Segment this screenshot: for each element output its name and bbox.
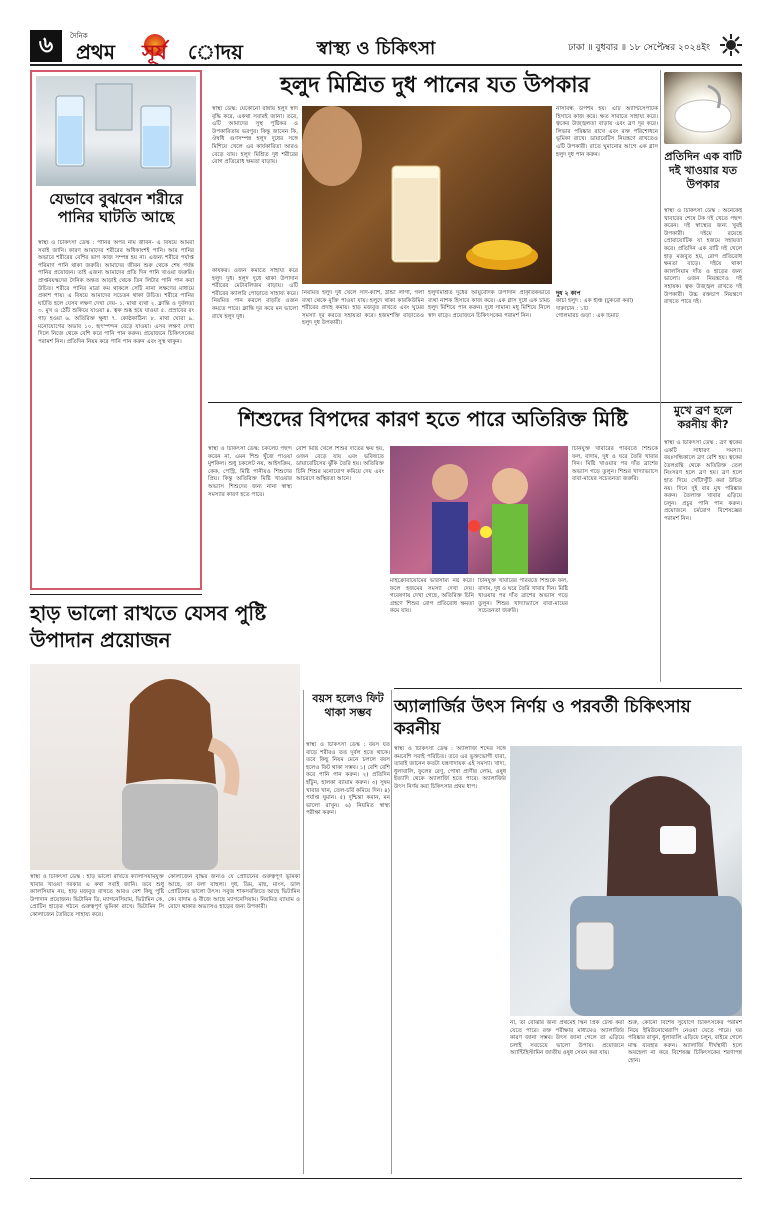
recipe-line: গোলমরিচ গুঁড়া : এক চিমটি — [556, 313, 619, 320]
sweets-col4: চিনিযুক্ত খাবারের পরিবর্তে শিশুকে ফল, বাদাম, দুধ ও ঘরে তৈরি খাবার দিন। মিষ্টি খাওয়ার পর দাঁত ব্রাশের অভ্যাস গড়ে তুলুন। শিশুর খাদ্যাভ্যাসে বাবা-মায়ের সচেতনতা জরুরি। — [478, 578, 568, 615]
page-number: ৬ — [30, 30, 62, 62]
bottom-rule — [30, 1178, 742, 1179]
yogurt-bowl-photo — [664, 72, 742, 144]
sweets-col1: স্বাস্থ্য ও চিকিৎসা ডেস্ক: চকলেট পছন্দ করেন না, এমন শিশু খুঁজে পাওয়া মুশকিল। শুধু চকলেট নয়, আইসক্রিম, কেক, পেস্ট্রি, মিষ্টি পানীয়ও শিশুদের প্রিয়। কিন্তু অতিরিক্ত মিষ্টি খাওয়ার অভ্যাস শিশুদের জন্য নানা স্বাস্থ্য সমস্যার কারণ হতে পারে। — [208, 446, 292, 498]
acne-headline: মুখে ব্রণ হলে করনীয় কী? — [673, 404, 733, 431]
column-rule — [391, 690, 392, 1174]
turmeric-milk-photo — [302, 106, 552, 284]
woman-sneezing-photo — [510, 746, 742, 1016]
fit-body: স্বাস্থ্য ও চিকিৎসা ডেস্ক : বয়স যত বাড়ে শরীরও তত দুর্বল হতে থাকে। তবে কিছু নিয়ম মেনে চললে বয়স হলেও ফিট থাকা সম্ভব। ১) বেশি বেশি করে পানি পান করুন। ২) প্রতিদিন হাঁটুন, হালকা ব্যায়াম করুন। ৩) সুষম খাবার খান, তেল-চর্বি কমিয়ে দিন। ৪) পর্যাপ্ত ঘুমান। ৫) দুশ্চিন্তা কমান, মন ভালো রাখুন। ৬) নিয়মিত স্বাস্থ্য পরীক্ষা করুন। — [306, 742, 390, 817]
section-title: স্বাস্থ্য ও চিকিৎসা — [316, 38, 436, 59]
sweets-headline: শিশুদের বিপদের কারণ হতে পারে অতিরিক্ত মিষ্টি — [238, 407, 628, 431]
divider — [394, 688, 742, 689]
woman-neck-pain-photo — [30, 664, 300, 870]
water-glasses-photo — [36, 76, 196, 186]
divider — [208, 402, 742, 403]
yogurt-body: স্বাস্থ্য ও চিকিৎসা ডেস্ক : অনেকেই খাবারের শেষে টক দই খেতে পছন্দ করেন। দই স্বাস্থ্যের জন্য খুবই উপকারী। দইয়ে রয়েছে প্রোবায়োটিক যা হজমে সহায়তা করে। প্রতিদিন এক বাটি দই খেলে হাড় মজবুত হয়, রোগ প্রতিরোধ ক্ষমতা বাড়ে। দইয়ে থাকা ক্যালসিয়াম দাঁত ও হাড়ের জন্য ভালো। ওজন নিয়ন্ত্রণেও দই সহায়ক। ত্বক উজ্জ্বল রাখতে দই উপকারী। উচ্চ রক্তচাপ নিয়ন্ত্রণে রাখতে পারে দই। — [664, 208, 742, 306]
logo-text-left: প্রথম — [76, 40, 115, 64]
column-rule — [303, 690, 304, 1174]
sweets-col2: বেশি মিষ্টি খেলে শিশুর দাঁতের ক্ষয় হয়, ওজন বেড়ে যায় এবং ভবিষ্যতে ডায়াবেটিসের ঝুঁকি তৈরি হয়। অতিরিক্ত চিনি শিশুর মনোযোগ কমিয়ে দেয় এবং আচরণে অস্থিরতা আনে। — [296, 446, 384, 483]
allergy-headline: অ্যালার্জির উৎস নির্ণয় ও পরবর্তী চিকিৎসায় করনীয় — [394, 697, 691, 739]
bones-headline: হাড় ভালো রাখতে যেসব পুষ্টি উপাদান প্রয়োজন — [30, 601, 267, 652]
masthead — [30, 30, 742, 62]
water-story-box — [30, 70, 202, 590]
yogurt-headline: প্রতিদিন এক বাটি দই খাওয়ার যত উপকার — [664, 150, 742, 191]
turmeric-col2: নিয়মিত হলুদ দুধ খেলে সর্দি-কাশি, ঠান্ডা লাগা, গলা ব্যথা থেকে মুক্তি পাওয়া যায়। হলুদে থাকা কারকিউমিন শরীরের প্রদাহ কমায়। হাড় মজবুত রাখতে এবং ঘুমের সমস্যা দূর করতে সহায়তা করে। হজমশক্তি বাড়াতেও হলুদ দুধ উপকারী। — [302, 290, 424, 327]
newspaper-logo — [70, 30, 250, 62]
fit-headline: বয়স হলেও ফিট থাকা সম্ভব — [312, 692, 384, 719]
dateline: ঢাকা ॥ বুধবার ॥ ১৮ সেপ্টেম্বর ২০২৪ইং — [568, 43, 710, 53]
recipe-title: দুধ ২ কাপ — [556, 290, 581, 297]
recipe-line: দারুচিনি : ১টি — [556, 305, 589, 312]
recipe-box — [556, 290, 658, 398]
bones-col1: স্বাস্থ্য ও চিকিৎসা ডেস্ক : হাড় ভালো রাখতে ক্যালসিয়ামযুক্ত খাবার খাওয়া দরকার এ কথা সবাই জানি। তবে শুধু ক্যালসিয়াম নয়, হাড় মজবুত রাখতে আরও বেশ কিছু পুষ্টি উপাদান প্রয়োজন। ভিটামিন ডি, ম্যাগনেসিয়াম, ভিটামিন কে, প্রোটিন হাড়ের গঠনে গুরুত্বপূর্ণ ভূমিকা রাখে। ভিটামিন সি কোলাজেন তৈরিতে সাহায্য করে। — [30, 874, 164, 918]
recipe-line: কাঁচা হলুদ : এক ইঞ্চি (টুকরো করা) — [556, 298, 634, 304]
turmeric-headline: হলুদ মিশ্রিত দুধ পানের যত উপকার — [280, 73, 590, 98]
sweets-col3: মাইক্রোবায়োমের ভারসাম্য নষ্ট করে। ফলে হজমের সমস্যা দেখা দেয়। গবেষণায় দেখা গেছে, অতিরিক্ত চিনি গ্রহণে শিশুর রোগ প্রতিরোধ ক্ষমতা কমে যায়। — [390, 578, 474, 615]
water-body: স্বাস্থ্য ও চিকিৎসা ডেস্ক : পানির অপর নাম জীবন- এ বিষয়ে আমরা সবাই জানি। কারণ আমাদের শরীরের অধিকাংশই পানি। আর পানির অভাবে শরীরের বেশির ভাগ কাজ সম্পন্ন হয় না। এজন্য শরীরে পর্যাপ্ত পরিমাণ পানি থাকা জরুরি। আমাদের জীবন শুরু থেকে শেষ পর্যন্ত পানির প্রয়োজন। তাই এজন্য আমাদের প্রতি দিন পানি খাওয়া জরুরি। প্রাপ্তবয়স্কদের দৈনিক অন্তত আড়াই থেকে তিন লিটার পানি পান করা উচিত। শরীরে পানির মাত্রা কম থাকলে সেটি নানা লক্ষণের মাধ্যমে প্রকাশ পায়। এ বিষয়ে আমাদের সচেতন থাকা উচিত। শরীরে পানির ঘাটতি হলে যেসব লক্ষণ দেখা দেয়- ১. মাথা ব্যথা ২. ক্লান্তি ও দুর্বলতা ৩. মুখ ও ঠোঁট শুকিয়ে যাওয়া ৪. ত্বক শুষ্ক হয়ে যাওয়া ৫. প্রস্রাবের রং গাঢ় হওয়া ৬. অতিরিক্ত ক্ষুধা ৭. কোষ্ঠকাঠিন্য ৮. মাথা ঘোরা ৯. মনোযোগের অভাব ১০. হৃৎস্পন্দন বেড়ে যাওয়া। এসব লক্ষণ দেখা দিলে নিজে থেকে বেশি করে পানি পান করুন। প্রয়োজনে চিকিৎসকের পরামর্শ নিন। প্রতিদিন নিয়ম করে পানি পান করুন এবং সুস্থ থাকুন। — [38, 240, 194, 345]
allergy-col1: স্বাস্থ্য ও চিকিৎসা ডেস্ক : অ্যালার্জি শব্দের সঙ্গে কমবেশি সবাই পরিচিত। তবে এর ভুক্তভোগী যারা, তারাই জানেন কতটা যন্ত্রণাদায়ক এই সমস্যা। খাদ্য, ধুলাবালি, ফুলের রেণু, পোষা প্রাণীর লোম, ওষুধ ইত্যাদি থেকে অ্যালার্জি হতে পারে। অ্যালার্জির উৎস নির্ণয় করা চিকিৎসার প্রথম ধাপ। — [394, 746, 506, 790]
acne-body: স্বাস্থ্য ও চিকিৎসা ডেস্ক : ব্রণ ত্বকের একটি সাধারণ সমস্যা। বয়ঃসন্ধিকালে ব্রণ বেশি হয়। ত্বকের তৈলগ্রন্থি থেকে অতিরিক্ত তেল নিঃসরণ হলে ব্রণ হয়। ব্রণ হলে হাত দিয়ে খোঁটাখুঁটি করা উচিত নয়। দিনে দুই বার মুখ পরিষ্কার করুন। তৈলাক্ত খাবার এড়িয়ে চলুন। প্রচুর পানি পান করুন। প্রয়োজনে চর্মরোগ বিশেষজ্ঞের পরামর্শ নিন। — [664, 440, 742, 522]
masthead-rule — [30, 64, 742, 66]
divider — [30, 594, 202, 595]
turmeric-col3: নাসাবন্ধ উপশম হয়। এটি অ্যান্টিসেপটিক হিসাবে কাজ করে। ক্ষত সারাতে সাহায্য করে। ত্বকের উজ্জ্বলতা বাড়ায় এবং ব্রণ দূর করে। লিভার পরিষ্কার রাখে এবং রক্ত পরিশোধনে ভূমিকা রাখে। ডায়াবেটিস নিয়ন্ত্রণে রাখতেও এটি উপকারী। রাতে ঘুমানোর আগে এক গ্লাস হলুদ দুধ পান করুন। — [556, 106, 658, 158]
column-rule — [660, 70, 661, 682]
logo-small-text: দৈনিক — [70, 32, 88, 40]
ornament-icon — [720, 34, 742, 56]
turmeric-col5: হলুদমিশ্রিত দুধের আয়ুর্বেদিক উপাদান প্রাকৃতিকভাবে ব্যথা নাশক হিসাবে কাজ করে। এক গ্লাস দুধে এক চামচ হলুদ মিশিয়ে পান করুন। দুধে সামান্য মধু মিশিয়ে নিলে স্বাদ বাড়ে। প্রয়োজনে চিকিৎসকের পরামর্শ নিন। — [428, 290, 550, 319]
bones-col2: কোলাজেন বৃদ্ধির জন্যও যে প্রোটিনের গুরুত্বপূর্ণ ভূমিকা আছে, তা বলা বাহুল্য। দুধ, ডিম, মাছ, মাংস, ডাল প্রোটিনের ভালো উৎস। সবুজ শাকসবজিতে আছে ভিটামিন কে। বাদাম ও বীজে আছে ম্যাগনেসিয়াম। নিয়মিত ব্যায়াম ও রোদে থাকার অভ্যাসও হাড়ের জন্য উপকারী। — [168, 874, 300, 911]
turmeric-col4: কার্যকর। ওজন কমাতে সাহায্য করে হলুদ দুধ। হলুদ দুধে থাকা উপাদান শরীরের মেটাবলিজম বাড়ায়। এটি শরীরের ক্যালরি পোড়াতে সাহায্য করে। নিয়মিত পান করলে বাড়তি ওজন কমতে পারে। ক্লান্তি দূর করে মন ভালো রাখে হলুদ দুধ। — [212, 268, 298, 320]
water-headline: যেভাবে বুঝবেন শরীরে পানির ঘাটতি আছে — [49, 190, 183, 226]
kids-candy-photo — [390, 446, 568, 574]
allergy-col3: শুরু, কোনো বিশেষ সুযোগে চিকিৎসকের পরামর্শ নিয়ে ইমিউনোথেরাপি নেওয়া যেতে পারে। ঘর পরিষ্কার রাখুন, ধুলাবালি এড়িয়ে চলুন, বাইরে গেলে মাস্ক ব্যবহার করুন। অ্যালার্জি দীর্ঘস্থায়ী হলে অবহেলা না করে বিশেষজ্ঞ চিকিৎসকের শরণাপন্ন হোন। — [628, 1020, 742, 1064]
logo-text-right: োদয় — [188, 40, 243, 64]
turmeric-col1: স্বাস্থ্য ডেস্ক: যেকোনো রান্নায় হলুদ স্বাদ বৃদ্ধি করে, একথা সবারই জানা। তবে, এটি আমাদের সুস্থ পুষ্টিকর ও উপকারিতায় ভরপুর। কিন্তু জানেন কি, ঔষধি গুণসম্পন্ন হলুদ দুধের সঙ্গে মিশিয়ে খেলে এর কার্যকারিতা আরও বেড়ে যায়। হলুদ মিশ্রিত দুধ শরীরের রোগ প্রতিরোধ ক্ষমতা বাড়ায়। — [212, 106, 298, 166]
allergy-col2: না, তা বোঝার জন্য প্রথমেই স্কিন প্রিক টেস্ট করা যেতে পারে। রক্ত পরীক্ষার মাধ্যমেও অ্যালার্জির কারণ জানা সম্ভব। উৎস জানা গেলে তা এড়িয়ে চলাই সবচেয়ে ভালো উপায়। প্রয়োজনে অ্যান্টিহিস্টামিন জাতীয় ওষুধ সেবন করা যায়। — [510, 1020, 624, 1057]
logo-text-mid: সূর্য — [142, 40, 167, 64]
sweets-col5: চিনিযুক্ত খাবারের পরিবর্তে শিশুকে ফল, বাদাম, দুধ ও ঘরে তৈরি খাবার দিন। মিষ্টি খাওয়ার পর দাঁত ব্রাশের অভ্যাস গড়ে তুলুন। শিশুর খাদ্যাভ্যাসে বাবা-মায়ের সচেতনতা জরুরি। — [572, 446, 658, 483]
